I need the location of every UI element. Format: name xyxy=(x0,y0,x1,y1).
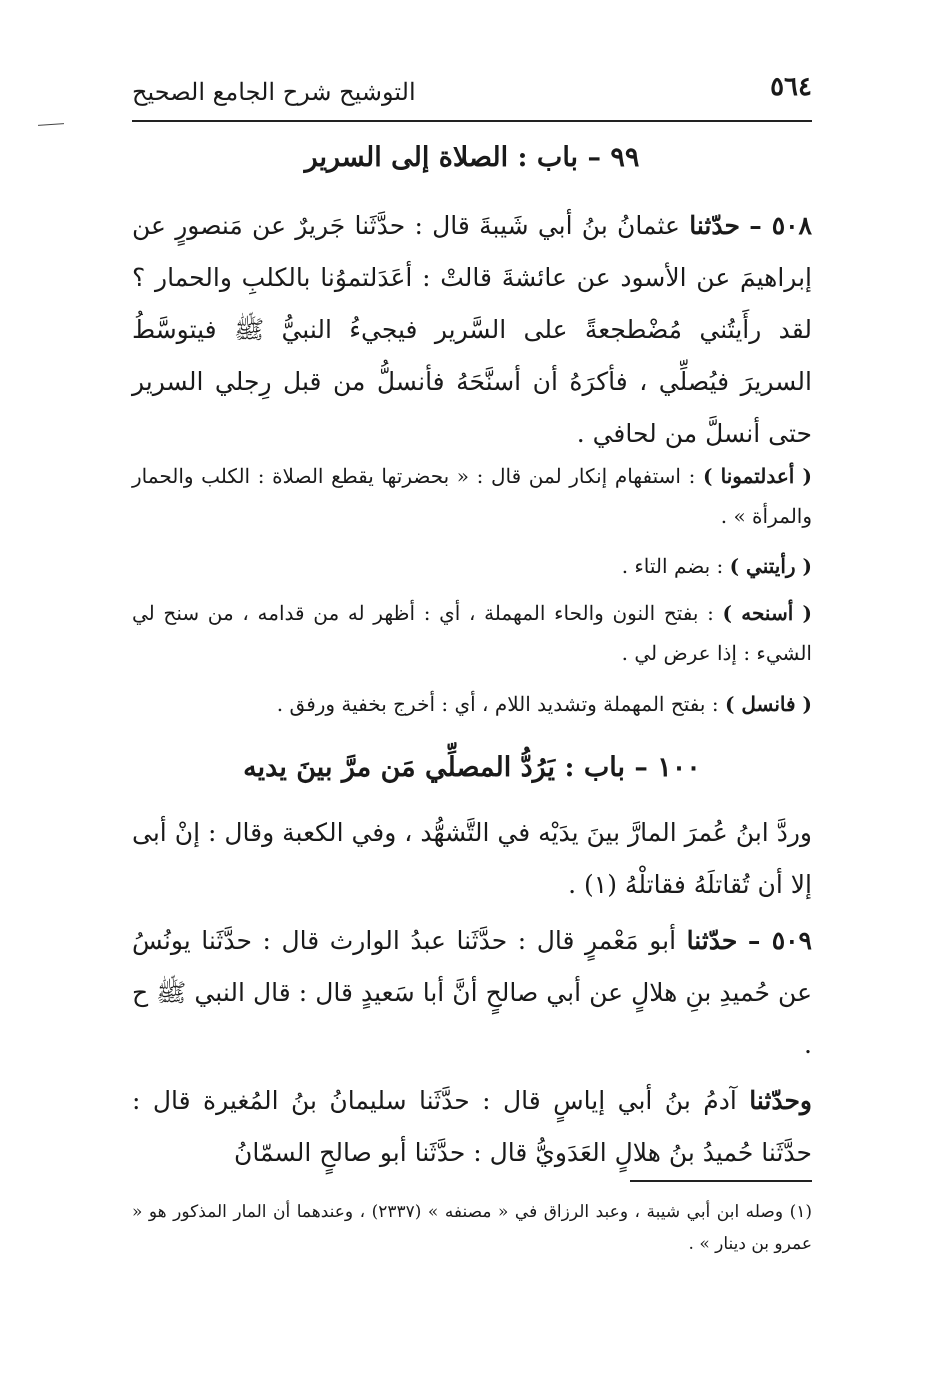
hadith-508-number: ٥٠٨ – xyxy=(749,211,812,240)
chapter-100-intro: وردَّ ابنُ عُمرَ المارَّ بينَ يدَيْه في التَّشهُّد ، وفي الكعبة وقال : إنْ أبى إلا أن تُقاتلَهُ فقاتلْهُ (١) . xyxy=(132,818,812,899)
note-fansall xyxy=(132,684,812,724)
note-term: ( رأيتني ) xyxy=(729,554,812,578)
header-rule xyxy=(132,120,812,122)
continuation-lead: وحدّثنا xyxy=(749,1086,812,1115)
note-text: : بفتح النون والحاء المهملة ، أي : أظهر له من قدامه ، من سنح لي الشيء : إذا عرض لي . xyxy=(132,601,812,665)
chapter-99-heading: ٩٩ – باب : الصلاة إلى السرير xyxy=(304,142,640,173)
running-header xyxy=(132,68,812,116)
note-asnahuhu xyxy=(132,593,812,673)
note-raaytuni xyxy=(132,546,812,586)
hadith-509-continuation xyxy=(132,1075,812,1179)
hadith-509-text: أبو مَعْمرٍ قال : حدَّثَنا عبدُ الوارث قال : حدَّثَنا يونُسُ عن حُميدِ بنِ هلالٍ عن أبي صالحٍ أنَّ أبا سَعيدٍ قال : قال النبي ﷺ ح . xyxy=(132,926,812,1059)
note-text: : استفهام إنكار لمن قال : « بحضرتها يقطع الصلاة : الكلب والحمار والمرأة » . xyxy=(132,464,812,528)
note-term: ( أعدلتمونا ) xyxy=(702,464,812,488)
note-term: ( أسنحه ) xyxy=(722,601,812,625)
hadith-509-number: ٥٠٩ – xyxy=(747,926,812,955)
note-text: : بفتح المهملة وتشديد اللام ، أي : أخرج بخفية ورفق . xyxy=(276,692,719,716)
hadith-509-lead: حدّثنا xyxy=(686,926,738,955)
note-a3dalttumuna xyxy=(132,456,812,536)
hadith-508-text: عثمانُ بنُ أبي شَيبةَ قال : حدَّثَنا جَريرٌ عن مَنصورٍ عن إبراهيمَ عن الأسود عن عائشةَ قالتْ : أعَدَلتموُنا بالكلبِ والحمار ؟ لقد رأَيتُني مُضْطجعةً على السَّرير فيجيءُ النبيُّ ﷺ فيتوسَّطُ السريرَ فيُصلِّي ، فأكرَهُ أن أسنَّحَهُ فأنسلُّ من قبل رِجلي السرير حتى أنسلَّ من لحافي . xyxy=(132,211,812,448)
hadith-509 xyxy=(132,915,812,1071)
hadith-508 xyxy=(132,200,812,460)
note-text: : بضم التاء . xyxy=(621,554,724,578)
page-number: ٥٦٤ xyxy=(770,72,812,102)
continuation-text: آدمُ بنُ أبي إياسٍ قال : حدَّثَنا سليمانُ بنُ المُغيرة قال : حدَّثَنا حُميدُ بنُ هلالٍ العَدَويُّ قال : حدَّثَنا أبو صالحٍ السمّانُ xyxy=(132,1086,812,1167)
footnote: (١) وصله ابن أبي شيبة ، وعبد الرزاق في « مصنفه » (٢٣٣٧) ، وعندهما أن المار المذكور هو « عمرو بن دينار » . xyxy=(132,1202,812,1254)
footnote-rule xyxy=(630,1180,812,1182)
margin-mark xyxy=(38,123,64,126)
chapter-100-heading: ١٠٠ – باب : يَرُدُّ المصلِّي مَن مرَّ بينَ يديه xyxy=(243,752,701,783)
book-title: التوشيح شرح الجامع الصحيح xyxy=(132,78,416,106)
hadith-508-lead: حدّثنا xyxy=(689,211,740,240)
note-term: ( فانسل ) xyxy=(724,692,812,716)
